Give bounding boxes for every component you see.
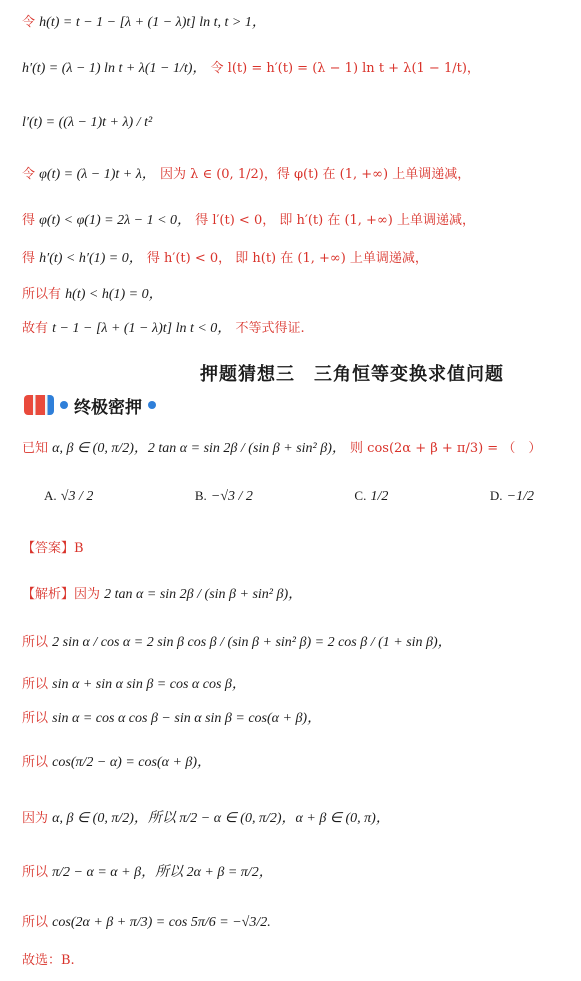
answer-line: 【答案】B (22, 541, 84, 556)
question-stem (22, 440, 541, 458)
option-value: −1/2 (506, 489, 534, 504)
derivation-line-5 (22, 212, 475, 230)
step-prefix: 所以 (22, 635, 49, 650)
bullet-dot-icon (148, 401, 156, 409)
line-math: φ(t) = (λ − 1)t + λ， (39, 167, 156, 182)
line-suffix: 令 l(t) = h′(t) = (λ − 1) ln t + λ(1 − 1/t)， (210, 61, 480, 76)
derivation-line-1 (22, 14, 266, 32)
line-prefix: 得 (22, 213, 36, 228)
step-prefix: 所以 (22, 865, 49, 880)
line-prefix: 令 (22, 167, 36, 182)
question-prefix: 已知 (22, 441, 49, 456)
step-math: α, β ∈ (0, π/2)，所以 π/2 − α ∈ (0, π/2)，α + β ∈ (0, π)， (52, 811, 390, 826)
step-prefix: 所以 (22, 711, 49, 726)
badge-label: 终极密押 (74, 397, 142, 418)
step-prefix: 所以 (22, 677, 49, 692)
line-prefix: 故有 (22, 321, 49, 336)
option-value: √3 / 2 (60, 489, 94, 504)
line-math: h(t) < h(1) = 0， (65, 287, 163, 302)
step-prefix: 所以 (22, 755, 49, 770)
line-suffix: 得 l′(t) < 0， 即 h′(t) 在 (1, +∞) 上单调递减， (195, 213, 475, 228)
derivation-line-4 (22, 166, 470, 184)
solution-step-6 (22, 810, 390, 828)
derivation-line-8 (22, 320, 305, 338)
option-label: C. (354, 488, 367, 503)
derivation-line-3 (22, 114, 152, 132)
option-label: B. (194, 488, 207, 503)
options-row (44, 488, 534, 505)
step-math: 2 sin α / cos α = 2 sin β cos β / (sin β + sin² β) = 2 cos β / (1 + sin β)， (52, 635, 452, 650)
derivation-line-2 (22, 60, 480, 78)
line-math: h′(t) < h′(1) = 0， (39, 251, 143, 266)
option-label: D. (489, 488, 503, 503)
step-prefix: 所以 (22, 915, 49, 930)
derivation-line-7 (22, 286, 163, 304)
question-suffix: 则 cos(2α + β + π/3) = （ ） (350, 441, 542, 456)
section-heading: 押题猜想三 三角恒等变换求值问题 (200, 364, 504, 385)
option-b (195, 488, 253, 505)
line-math: φ(t) < φ(1) = 2λ − 1 < 0， (39, 213, 192, 228)
option-label: A. (44, 488, 57, 503)
line-prefix: 得 (22, 251, 36, 266)
option-d (490, 488, 534, 505)
step-math: 2 tan α = sin 2β / (sin β + sin² β)， (104, 587, 303, 602)
line-suffix: 因为 λ ∈ (0, 1/2)，得 φ(t) 在 (1, +∞) 上单调递减， (159, 167, 471, 182)
line-math: l′(t) = ((λ − 1)t + λ) / t² (22, 115, 153, 130)
step-math: sin α = cos α cos β − sin α sin β = cos(α + β)， (52, 711, 322, 726)
solution-step-4 (22, 710, 321, 728)
line-math: t − 1 − [λ + (1 − λ)t] ln t < 0， (52, 321, 232, 336)
question-math: α, β ∈ (0, π/2)，2 tan α = sin 2β / (sin β + sin² β)， (52, 441, 346, 456)
line-suffix: 不等式得证. (235, 321, 305, 336)
badge-icon (24, 395, 54, 415)
solution-step-5 (22, 754, 211, 772)
line-math: h(t) = t − 1 − [λ + (1 − λ)t] ln t, t > 1， (39, 15, 266, 30)
solution-conclusion: 故选：B. (22, 953, 75, 968)
derivation-line-6 (22, 250, 428, 268)
step-math: sin α + sin α sin β = cos α cos β， (52, 677, 246, 692)
step-prefix: 因为 (22, 811, 49, 826)
line-prefix: 所以有 (22, 287, 62, 302)
line-prefix: 令 (22, 15, 36, 30)
solution-step-2 (22, 634, 452, 652)
line-math: h′(t) = (λ − 1) ln t + λ(1 − 1/t)， (22, 61, 207, 76)
solution-step-8 (22, 914, 271, 932)
step-math: cos(2α + β + π/3) = cos 5π/6 = −√3/2. (52, 915, 271, 930)
option-a (44, 488, 93, 505)
option-value: −√3 / 2 (210, 489, 253, 504)
bullet-dot-icon (60, 401, 68, 409)
solution-step-7 (22, 864, 273, 882)
step-math: π/2 − α = α + β，所以 2α + β = π/2， (52, 865, 273, 880)
option-c (354, 488, 388, 505)
solution-step-3 (22, 676, 246, 694)
section-badge (24, 392, 156, 418)
step-math: cos(π/2 − α) = cos(α + β)， (52, 755, 212, 770)
line-suffix: 得 h′(t) < 0， 即 h(t) 在 (1, +∞) 上单调递减， (146, 251, 428, 266)
option-value: 1/2 (370, 489, 389, 504)
step-prefix: 【解析】因为 (22, 587, 101, 602)
solution-step-1 (22, 586, 302, 604)
